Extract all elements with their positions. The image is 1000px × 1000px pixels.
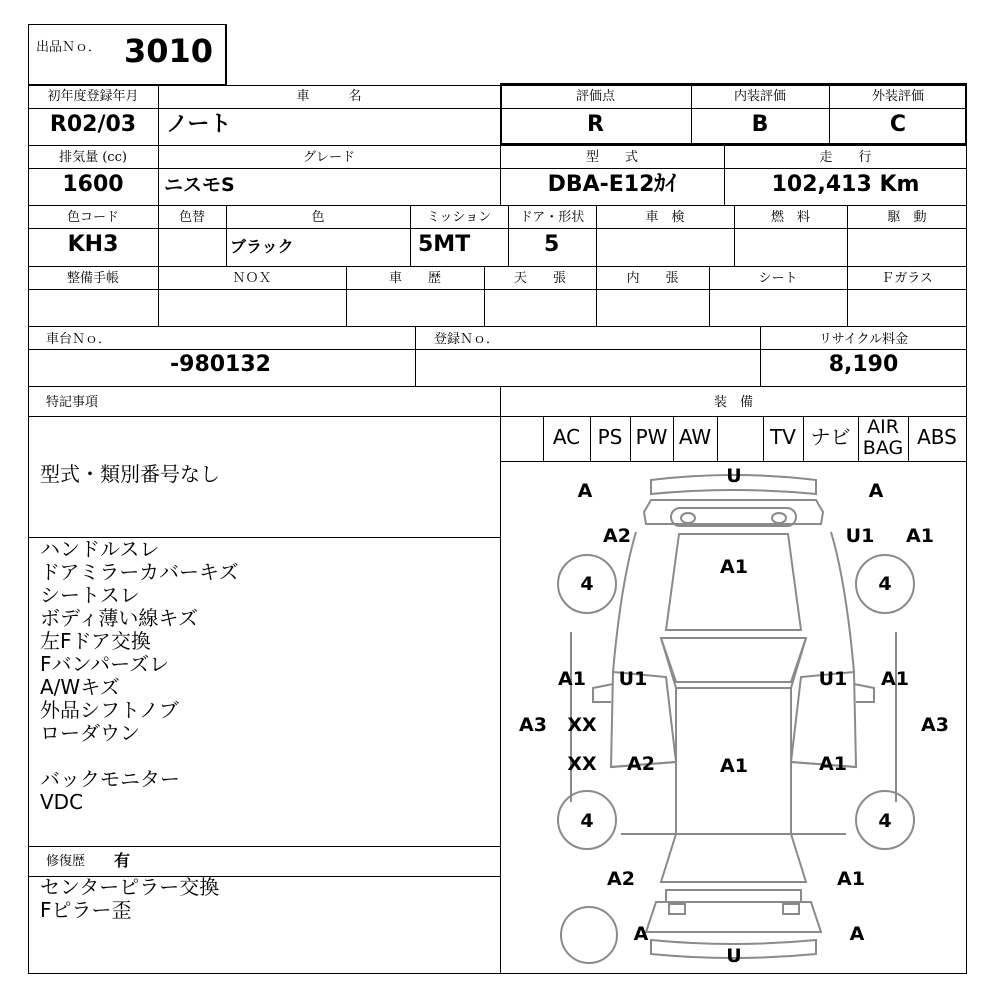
note-line: 外品シフトノブ xyxy=(40,698,179,722)
note-line: 左Fドア交換 xyxy=(40,629,151,653)
color-code-label: 色コード xyxy=(66,210,119,225)
equipment-label: 装 備 xyxy=(713,395,753,410)
fglass-label: Ｆガラス xyxy=(881,271,933,286)
mark-right-rear-a1: A1 xyxy=(819,753,847,775)
repaint-label: 色替 xyxy=(178,210,205,225)
interior-label: 内装評価 xyxy=(733,89,786,104)
equipment-item-navi: ナビ xyxy=(810,425,851,449)
grade-value: ニスモS xyxy=(164,174,235,196)
mark-hood-a1: A1 xyxy=(720,556,748,578)
mark-front-right-a: A xyxy=(868,480,884,502)
seat-label: シート xyxy=(758,271,798,286)
color-code-value: KH3 xyxy=(67,232,119,257)
maintenance-label: 整備手帳 xyxy=(66,271,119,286)
mark-left-door-u1: U1 xyxy=(618,668,648,690)
chassis-label: 車台Ｎｏ． xyxy=(46,332,112,347)
mark-fender-right-u1: U1 xyxy=(845,525,875,547)
mileage-label: 走 行 xyxy=(819,150,872,165)
mark-right-door-u1: U1 xyxy=(818,668,848,690)
displacement-label: 排気量 (cc) xyxy=(59,150,127,165)
mark-left-xx-lower: XX xyxy=(567,753,597,775)
repair-line: Fピラー歪 xyxy=(40,898,132,922)
note-line: Fバンパーズレ xyxy=(40,652,170,676)
chassis-value: -980132 xyxy=(170,352,271,377)
mark-tire-rl: 4 xyxy=(580,810,594,832)
drive-label: 駆 動 xyxy=(887,210,927,225)
exterior-value: C xyxy=(889,112,907,137)
score-label: 評価点 xyxy=(575,89,615,104)
year-label: 初年度登録年月 xyxy=(47,89,139,104)
inner-label: 内 張 xyxy=(626,271,679,286)
mark-rear-right-a1: A1 xyxy=(837,868,865,890)
mark-left-xx-upper: XX xyxy=(567,714,597,736)
year-value: R02/03 xyxy=(49,112,137,137)
equipment-item-airbag: AIR BAG xyxy=(862,416,904,459)
repair-value: 有 xyxy=(114,851,131,870)
inspection-label: 車 検 xyxy=(645,210,685,225)
mark-front-u: U xyxy=(726,465,742,487)
recycle-label: リサイクル料金 xyxy=(818,332,909,347)
repair-label: 修復歴 xyxy=(46,854,86,869)
color-label: 色 xyxy=(311,210,325,225)
note-line: A/Wキズ xyxy=(40,675,120,699)
nox-label: ＮＯＸ xyxy=(232,271,272,286)
note-line: シートスレ xyxy=(40,583,140,607)
fuel-label: 燃 料 xyxy=(770,210,810,225)
car-name-label: 車 名 xyxy=(296,89,362,104)
recycle-value: 8,190 xyxy=(828,352,899,377)
lot-number: 3010 xyxy=(124,32,214,70)
mark-fender-right-a1: A1 xyxy=(906,525,934,547)
mark-rear-left-a: A xyxy=(633,923,649,945)
mark-left-sill-a3: A3 xyxy=(519,714,547,736)
mark-right-sill-a3: A3 xyxy=(921,714,949,736)
door-value: 5 xyxy=(544,232,560,257)
equipment-item-abs: ABS xyxy=(917,425,957,449)
mark-rear-left-a2: A2 xyxy=(607,868,635,890)
model-label: 型 式 xyxy=(585,150,638,165)
equipment-item-tv: TV xyxy=(770,425,796,449)
door-label: ドア・形状 xyxy=(519,210,585,225)
mark-tire-fr: 4 xyxy=(878,573,892,595)
car-name-value: ノート xyxy=(166,112,232,137)
mark-left-door-a1: A1 xyxy=(558,668,586,690)
mark-rear-u: U xyxy=(726,945,742,967)
mission-label: ミッション xyxy=(426,210,492,225)
exterior-label: 外装評価 xyxy=(871,89,924,104)
note-line: VDC xyxy=(40,790,84,814)
equipment-item-ac: AC xyxy=(552,425,581,449)
note-line: バックモニター xyxy=(40,767,180,791)
mark-left-rear-a2: A2 xyxy=(627,753,655,775)
grade-label: グレード xyxy=(302,150,355,165)
interior-value: B xyxy=(751,112,769,137)
equipment-item-pw: PW xyxy=(635,425,668,449)
note-line: ドアミラーカバーキズ xyxy=(40,560,239,584)
mark-rear-right-a: A xyxy=(849,923,865,945)
color-value: ブラック xyxy=(230,237,294,256)
displacement-value: 1600 xyxy=(62,172,124,197)
mark-fender-left-a2: A2 xyxy=(603,525,631,547)
repair-line: センターピラー交換 xyxy=(40,875,220,899)
equipment-item-aw: AW xyxy=(678,425,712,449)
mark-front-left-a: A xyxy=(577,480,593,502)
mark-tire-fl: 4 xyxy=(580,573,594,595)
mileage-value: 102,413 Km xyxy=(771,172,920,197)
score-value: R xyxy=(587,112,604,137)
lot-label: 出品Ｎｏ． xyxy=(36,40,102,55)
model-value: DBA-E12ｶｲ xyxy=(547,172,677,197)
mark-tire-rr: 4 xyxy=(878,810,892,832)
note-line: ハンドルスレ xyxy=(40,537,160,561)
registration-label: 登録Ｎｏ． xyxy=(434,332,500,347)
mission-value: 5MT xyxy=(418,232,471,257)
note-line: ボディ薄い線キズ xyxy=(40,606,198,630)
ceiling-label: 天 張 xyxy=(513,271,566,286)
mark-roof-a1: A1 xyxy=(720,755,748,777)
equipment-item-ps: PS xyxy=(597,425,623,449)
history-label: 車 歴 xyxy=(388,271,441,286)
mark-right-door-a1: A1 xyxy=(881,668,909,690)
notes-primary: 型式・類別番号なし xyxy=(40,462,220,486)
notes-label: 特記事項 xyxy=(46,395,99,410)
note-line: ローダウン xyxy=(40,721,140,745)
